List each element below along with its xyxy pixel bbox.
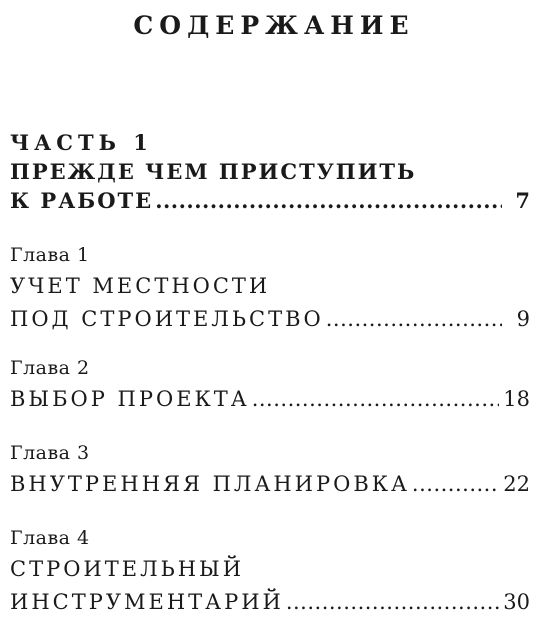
page-number: 30 bbox=[503, 590, 530, 614]
dot-leader bbox=[326, 303, 502, 336]
chapter-title-line: УЧЕТ МЕСТНОСТИ bbox=[10, 274, 271, 298]
toc-entry-last-line bbox=[10, 586, 530, 619]
chapter-title-line: ИНСТРУМЕНТАРИЙ bbox=[10, 590, 284, 614]
chapter-label: Глава 4 bbox=[10, 527, 90, 549]
page-number: 9 bbox=[516, 307, 530, 331]
part-title-line: К РАБОТЕ bbox=[10, 188, 154, 213]
chapter-title-line: ВНУТРЕННЯЯ ПЛАНИРОВКА bbox=[10, 472, 410, 496]
chapter-label: Глава 3 bbox=[10, 442, 90, 464]
toc-part-1 bbox=[10, 128, 530, 215]
page-title: СОДЕРЖАНИЕ bbox=[133, 11, 415, 40]
dot-leader bbox=[286, 586, 499, 619]
chapter-title-line: ВЫБОР ПРОЕКТА bbox=[10, 387, 250, 411]
chapter-label: Глава 1 bbox=[10, 244, 90, 266]
chapter-label: Глава 2 bbox=[10, 357, 90, 379]
toc-entry-last-line bbox=[10, 383, 530, 416]
toc-entry-last-line bbox=[10, 186, 530, 215]
part-title-line: ПРЕЖДЕ ЧЕМ ПРИСТУПИТЬ bbox=[10, 159, 417, 184]
page-number: 22 bbox=[503, 472, 530, 496]
toc-chapter-4 bbox=[10, 523, 530, 619]
chapter-title-line: СТРОИТЕЛЬНЫЙ bbox=[10, 557, 245, 581]
dot-leader bbox=[252, 383, 500, 416]
chapter-title-line: ПОД СТРОИТЕЛЬСТВО bbox=[10, 307, 324, 331]
dot-leader bbox=[155, 186, 502, 215]
toc-chapter-2 bbox=[10, 353, 530, 416]
toc-chapter-1 bbox=[10, 240, 530, 336]
toc-entry-last-line bbox=[10, 303, 530, 336]
dot-leader bbox=[412, 468, 499, 501]
part-label: ЧАСТЬ 1 bbox=[10, 130, 153, 155]
page-number: 18 bbox=[503, 387, 530, 411]
page-number: 7 bbox=[515, 188, 530, 213]
toc-entry-last-line bbox=[10, 468, 530, 501]
toc-chapter-3 bbox=[10, 438, 530, 501]
